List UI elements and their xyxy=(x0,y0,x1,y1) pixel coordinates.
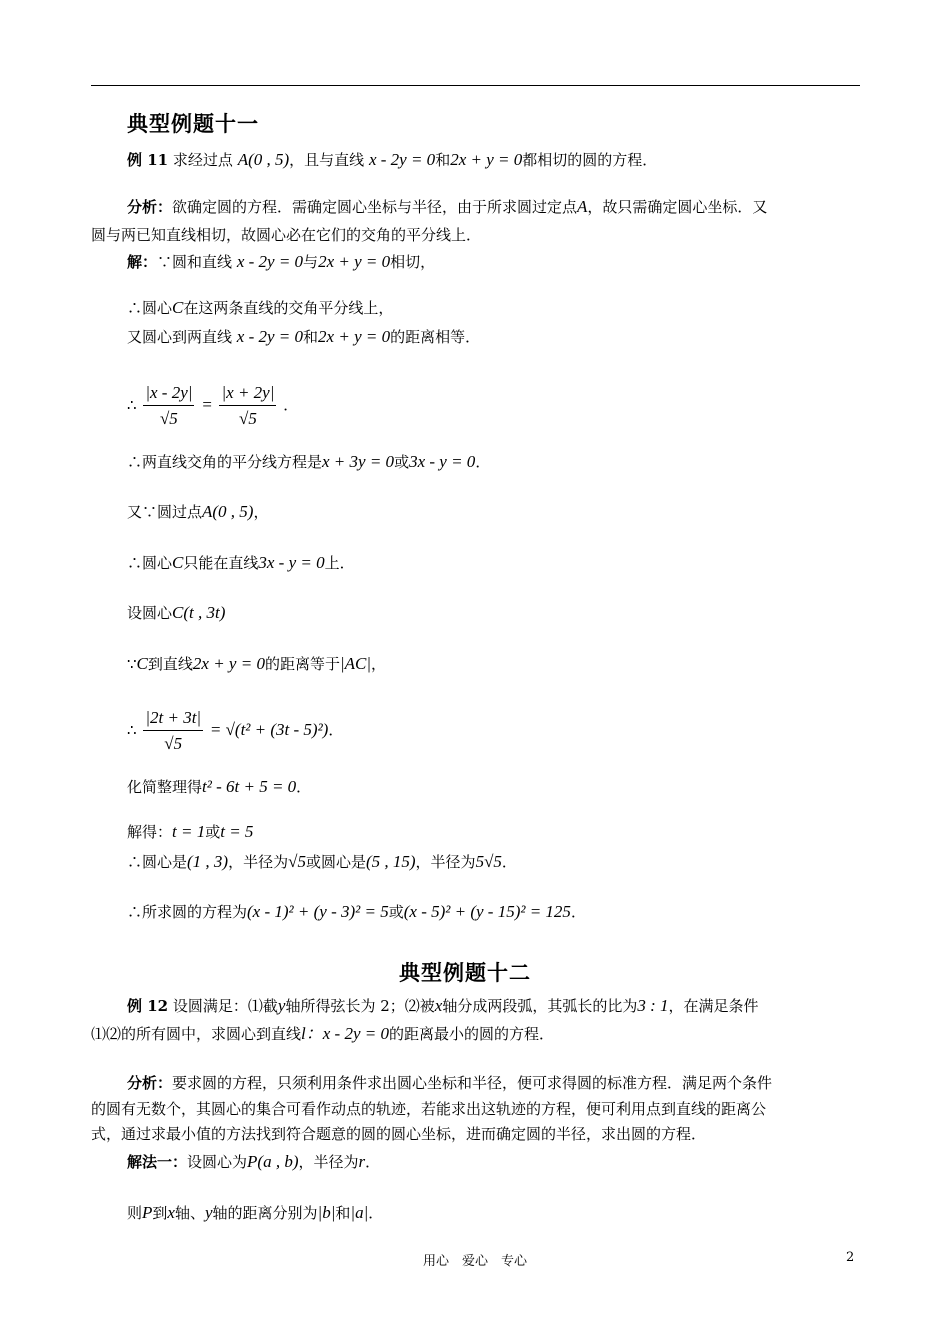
text: 或 xyxy=(205,823,221,841)
abs-a: |a| xyxy=(350,1203,369,1222)
text: 或 xyxy=(394,453,410,471)
text: ，在满足条件 xyxy=(668,997,759,1015)
ex11-step3 xyxy=(127,327,480,347)
line-eq-2: 2x + y = 0 xyxy=(318,327,391,346)
center-c: C(t , 3t) xyxy=(172,603,226,622)
ex11-step13 xyxy=(127,852,517,872)
ex11-step9 xyxy=(127,654,386,674)
ex11-step11 xyxy=(127,777,311,797)
text: ∴ xyxy=(127,396,137,414)
heading-ex11: 典型例题十一 xyxy=(127,111,259,136)
text: ∵ xyxy=(127,655,137,673)
text: 欲确定圆的方程．需确定圆心坐标与半径，由于所求圆过定点 xyxy=(172,198,578,216)
line-l: l：x - 2y = 0 xyxy=(301,1024,389,1043)
text: 在这两条直线的交角平分线上， xyxy=(183,299,394,317)
rhs: = √(t² + (3t - 5)²) xyxy=(209,720,329,739)
solution-label: 解： xyxy=(127,253,158,271)
denominator: √5 xyxy=(164,734,183,753)
text: 只能在直线 xyxy=(183,554,259,572)
text: 到直线 xyxy=(147,655,193,673)
text: 轴所得弦长为 2；⑵被 xyxy=(285,997,435,1015)
solution-label: 解法一： xyxy=(127,1153,188,1171)
text: ， xyxy=(253,503,269,521)
ex11-step12 xyxy=(127,822,253,842)
ex11-step2 xyxy=(127,298,393,318)
text: ∴ xyxy=(127,721,137,739)
distance-ac: |AC| xyxy=(339,654,372,673)
fraction-2 xyxy=(219,383,276,429)
ex11-step4 xyxy=(127,383,298,429)
line-eq: 3x - y = 0 xyxy=(258,553,325,572)
page-footer: 用心 爱心 专心 xyxy=(422,1254,527,1269)
point-a: A xyxy=(577,197,588,216)
text: 设圆满足：⑴截 xyxy=(172,997,278,1015)
numerator: |2t + 3t| xyxy=(143,708,203,731)
radius-1: √5 xyxy=(288,852,306,871)
header-rule xyxy=(91,85,860,86)
ex11-step6 xyxy=(127,502,269,522)
text: 设圆心为 xyxy=(187,1153,248,1171)
text: 则 xyxy=(127,1204,143,1222)
ex11-step8 xyxy=(127,603,225,623)
text: 要求圆的方程，只须利用条件求出圆心坐标和半径，便可求得圆的标准方程．满足两个条件 xyxy=(172,1074,773,1092)
text: ，半径为 xyxy=(228,853,289,871)
point-a: A(0 , 5) xyxy=(237,150,290,169)
numerator: |x + 2y| xyxy=(219,383,276,406)
text: ． xyxy=(283,396,299,414)
ex11-analysis-line2: 圆与两已知直线相切，故圆心必在它们的交角的平分线上． xyxy=(91,226,482,244)
text: 的距离最小的圆的方程． xyxy=(388,1025,554,1043)
fraction-1 xyxy=(143,383,194,429)
denominator: √5 xyxy=(239,409,257,428)
circle-eq-1: (x - 1)² + (y - 3)² = 5 xyxy=(247,902,389,921)
ex11-step10 xyxy=(127,708,343,754)
ex12-analysis-line1 xyxy=(127,1073,772,1093)
text: 设圆心 xyxy=(127,604,173,622)
line-eq-1: x - 2y = 0 xyxy=(236,252,304,271)
text: ． xyxy=(328,721,344,739)
ex11-question xyxy=(127,150,657,170)
text: ，故只需确定圆心坐标．又 xyxy=(587,198,768,216)
text: 又∵圆过点 xyxy=(127,503,203,521)
point-p: P xyxy=(142,1203,153,1222)
ex11-step7 xyxy=(127,553,355,573)
ex11-analysis-line1 xyxy=(127,197,767,217)
var-x: x xyxy=(167,1203,175,1222)
text: ． xyxy=(475,453,491,471)
text: 相切， xyxy=(390,253,436,271)
text: 或 xyxy=(388,903,404,921)
text: 化简整理得 xyxy=(127,778,203,796)
circle-eq-2: (x - 5)² + (y - 15)² = 125 xyxy=(403,902,571,921)
ex12-analysis-line2: 的圆有无数个，其圆心的集合可看作动点的轨迹，若能求出这轨迹的方程，便可利用点到直线的距离公 xyxy=(91,1100,767,1118)
page-number: 2 xyxy=(846,1250,855,1265)
ex11-solution-line1 xyxy=(127,252,435,272)
text: ∴圆心 xyxy=(127,554,173,572)
text: 轴、 xyxy=(174,1204,205,1222)
root-1: t = 1 xyxy=(172,822,206,841)
quadratic-eq: t² - 6t + 5 = 0 xyxy=(202,777,297,796)
ex12-solution-line1 xyxy=(127,1152,380,1172)
point-p: P(a , b) xyxy=(247,1152,299,1171)
heading-ex12: 典型例题十二 xyxy=(399,960,531,985)
fraction xyxy=(143,708,203,754)
text: ． xyxy=(501,853,517,871)
text: ∵圆和直线 xyxy=(157,253,233,271)
text: 的距离相等． xyxy=(390,328,481,346)
center-c: C xyxy=(136,654,148,673)
ex12-label: 例 12 xyxy=(127,997,169,1015)
ex12-analysis-line3: 式，通过求最小值的方法找到符合题意的圆的圆心坐标，进而确定圆的半径，求出圆的方程． xyxy=(91,1125,707,1143)
text: 与 xyxy=(303,253,319,271)
text: 上． xyxy=(324,554,355,572)
abs-b: |b| xyxy=(317,1203,336,1222)
text: 轴的距离分别为 xyxy=(212,1204,318,1222)
text: 和 xyxy=(303,328,319,346)
text: ． xyxy=(570,903,586,921)
text: ⑴⑵的所有圆中，求圆心到直线 xyxy=(91,1025,302,1043)
text: 到 xyxy=(152,1204,168,1222)
radius-2: 5√5 xyxy=(475,852,502,871)
line-eq-2: 2x + y = 0 xyxy=(450,150,523,169)
analysis-label: 分析： xyxy=(127,198,173,216)
text: ， xyxy=(371,655,387,673)
denominator: √5 xyxy=(159,409,178,428)
text: 和 xyxy=(435,151,451,169)
text: ，且与直线 xyxy=(289,151,365,169)
bisector-eq-1: x + 3y = 0 xyxy=(322,452,395,471)
ratio: 3 : 1 xyxy=(637,996,669,1015)
center-1: (1 , 3) xyxy=(187,852,229,871)
text: 轴分成两段弧，其弧长的比为 xyxy=(442,997,638,1015)
text: ∴所求圆的方程为 xyxy=(127,903,248,921)
text: 和 xyxy=(335,1204,351,1222)
text: 又圆心到两直线 xyxy=(127,328,233,346)
text: ，半径为 xyxy=(415,853,476,871)
text: 或圆心是 xyxy=(305,853,366,871)
ex11-step5 xyxy=(127,452,490,472)
line-eq-2: 2x + y = 0 xyxy=(318,252,391,271)
ex11-label: 例 11 xyxy=(127,151,169,169)
root-2: t = 5 xyxy=(220,822,254,841)
text: ∴两直线交角的平分线方程是 xyxy=(127,453,323,471)
bisector-eq-2: 3x - y = 0 xyxy=(409,452,476,471)
line-eq-1: x - 2y = 0 xyxy=(368,150,436,169)
ex12-question-line1 xyxy=(127,996,759,1016)
center-2: (5 , 15) xyxy=(365,852,416,871)
center-c: C xyxy=(172,298,184,317)
text: 解得： xyxy=(127,823,173,841)
var-x: x xyxy=(434,996,443,1015)
text: ∴圆心 xyxy=(127,299,173,317)
ex12-question-line2 xyxy=(91,1024,554,1044)
text: ． xyxy=(368,1204,384,1222)
text: ∴圆心是 xyxy=(127,853,188,871)
text: 都相切的圆的方程． xyxy=(522,151,658,169)
line-eq-1: x - 2y = 0 xyxy=(236,327,304,346)
text: ，半径为 xyxy=(298,1153,359,1171)
line-eq: 2x + y = 0 xyxy=(192,654,265,673)
numerator: |x - 2y| xyxy=(143,383,194,406)
ex12-step2 xyxy=(127,1203,383,1223)
center-c: C xyxy=(172,553,184,572)
text: ． xyxy=(365,1153,381,1171)
radius-r: r xyxy=(358,1152,366,1171)
point-a: A(0 , 5) xyxy=(202,502,254,521)
equals: = xyxy=(201,395,213,414)
analysis-label: 分析： xyxy=(127,1074,173,1092)
text: 求经过点 xyxy=(172,151,233,169)
text: 的距离等于 xyxy=(264,655,340,673)
var-y: y xyxy=(204,1203,213,1222)
text: ． xyxy=(296,778,312,796)
ex11-step14 xyxy=(127,902,586,922)
var-y: y xyxy=(277,996,286,1015)
